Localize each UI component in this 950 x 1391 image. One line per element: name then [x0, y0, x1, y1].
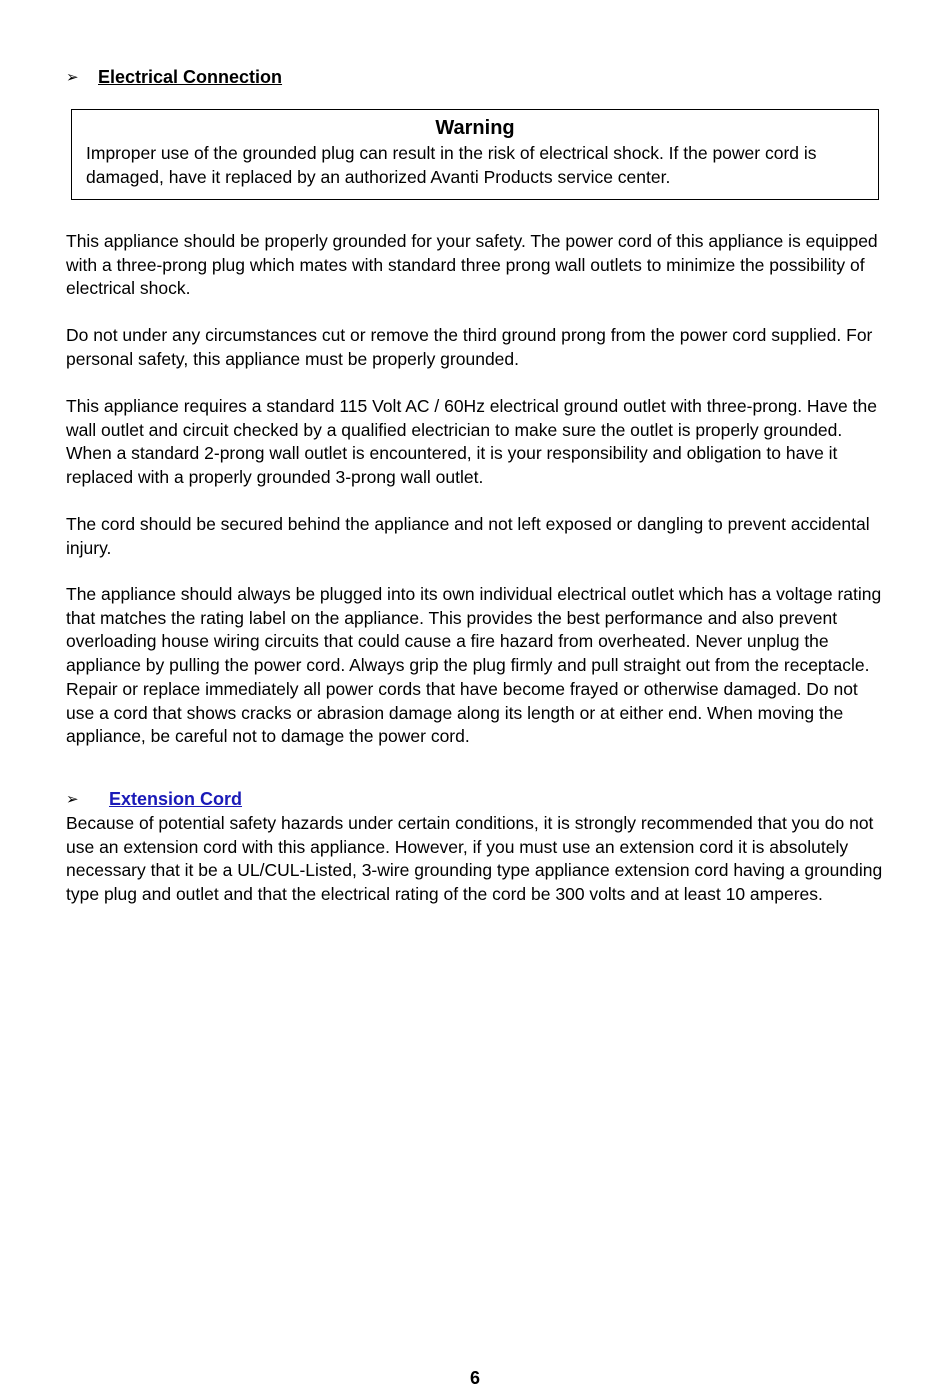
paragraph-extension-cord: Because of potential safety hazards under certain conditions, it is strongly recommended that you do not use an extension cord with this appliance. However, if you must use an extension cord it is absolutely necessary that it be a UL/CUL-Listed, 3-wire grounding type appliance extension cord having a grounding type plug and outlet and that the electrical rating of the cord be 300 volts and at least 10 amperes.	[66, 813, 883, 905]
bullet-arrow-icon: ➢	[66, 791, 79, 808]
warning-title: Warning	[435, 117, 515, 139]
paragraph-ground-prong: Do not under any circumstances cut or remove the third ground prong from the power cord supplied. For personal safety, this appliance must be properly grounded.	[66, 325, 873, 369]
paragraph-individual-outlet: The appliance should always be plugged into its own individual electrical outlet which has a voltage rating that matches the rating label on the appliance. This provides the best performance and also prevent overloading house wiring circuits that could cause a fire hazard from overheated. Never unplug the appliance by pulling the power cord. Always grip the plug firmly and pull straight out from the receptacle. Repair or replace immediately all power cords that have become frayed or otherwise damaged. Do not use a cord that shows cracks or abrasion damage along its length or at either end. When moving the appliance, be careful not to damage the power cord.	[66, 584, 882, 747]
warning-text: Improper use of the grounded plug can result in the risk of electrical shock. If the power cord is damaged, have it replaced by an authorized Avanti Products service center.	[86, 143, 817, 187]
heading-electrical-connection: Electrical Connection	[98, 67, 283, 87]
paragraph-grounding: This appliance should be properly grounded for your safety. The power cord of this appliance is equipped with a three-prong plug which mates with standard three prong wall outlets to minimize the possibility of electrical shock.	[66, 231, 878, 299]
heading-extension-cord: Extension Cord	[109, 789, 243, 809]
paragraph-outlet-requirement: This appliance requires a standard 115 Volt AC / 60Hz electrical ground outlet with three-prong. Have the wall outlet and circuit checked by a qualified electrician to make sure the outlet is properly grounded. When a standard 2-prong wall outlet is encountered, it is your responsibility and obligation to have it replaced with a properly grounded 3-prong wall outlet.	[66, 396, 877, 488]
bullet-arrow-icon: ➢	[66, 69, 79, 86]
warning-box	[71, 109, 879, 200]
paragraph-cord-secured: The cord should be secured behind the appliance and not left exposed or dangling to prevent accidental injury.	[66, 514, 870, 558]
page-number: 6	[469, 1368, 480, 1388]
